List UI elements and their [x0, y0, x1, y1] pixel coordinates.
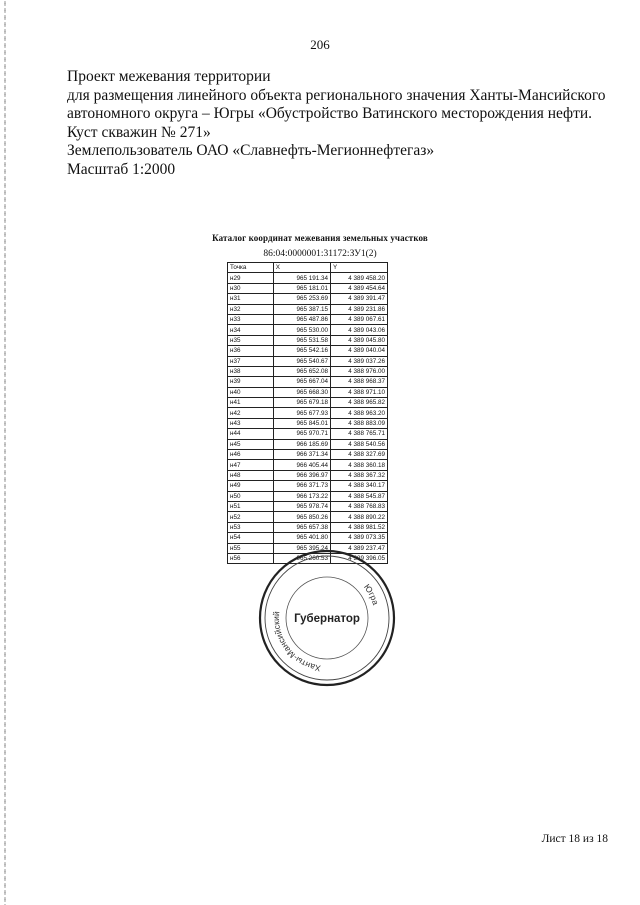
cell-x: 966 173.22 — [273, 491, 330, 501]
table-row — [228, 387, 388, 397]
table-row — [228, 398, 388, 408]
cell-y: 4 388 883.09 — [331, 418, 388, 428]
cell-point: н48 — [228, 470, 274, 480]
cell-y: 4 388 545.87 — [331, 491, 388, 501]
header-line: для размещения линейного объекта регионального значения Ханты-Мансийского — [67, 86, 606, 104]
cell-point: н42 — [228, 408, 274, 418]
table-row — [228, 418, 388, 428]
cell-point: н31 — [228, 294, 274, 304]
header-line: Проект межевания территории — [67, 68, 271, 85]
cell-y: 4 388 768.83 — [331, 501, 388, 511]
cell-x: 965 531.58 — [273, 335, 330, 345]
cell-x: 965 530.00 — [273, 325, 330, 335]
table-row — [228, 512, 388, 522]
catalog-title: Каталог координат межевания земельных участков — [212, 233, 428, 243]
column-header-point: Точка — [228, 263, 274, 273]
cell-point: н38 — [228, 366, 274, 376]
cell-x: 965 540.67 — [273, 356, 330, 366]
cell-y: 4 389 037.26 — [331, 356, 388, 366]
cell-y: 4 388 971.10 — [331, 387, 388, 397]
table-row — [228, 377, 388, 387]
cell-point: н29 — [228, 273, 274, 283]
cell-point: н39 — [228, 377, 274, 387]
cell-y: 4 389 454.64 — [331, 283, 388, 293]
cell-y: 4 388 360.18 — [331, 460, 388, 470]
cell-point: н41 — [228, 398, 274, 408]
cell-x: 965 191.34 — [273, 273, 330, 283]
cell-x: 965 679.18 — [273, 398, 330, 408]
cell-x: 965 657.38 — [273, 522, 330, 532]
column-header-y: Y — [331, 263, 388, 273]
seal-ring-text-left: Ханты-Мансийский — [270, 610, 322, 674]
cell-y: 4 389 237.47 — [331, 543, 388, 553]
cell-y: 4 388 968.37 — [331, 377, 388, 387]
cell-x: 965 668.30 — [273, 387, 330, 397]
sheet-counter: Лист 18 из 18 — [541, 833, 608, 845]
table-row — [228, 408, 388, 418]
cell-point: н43 — [228, 418, 274, 428]
cell-x: 965 395.24 — [273, 543, 330, 553]
header-line: автономного округа – Югры «Обустройство Ватинского месторождения нефти. — [67, 105, 593, 123]
cell-point: н34 — [228, 325, 274, 335]
cell-point: н44 — [228, 429, 274, 439]
table-row — [228, 335, 388, 345]
cell-point: н56 — [228, 553, 274, 563]
cell-y: 4 389 396.05 — [331, 553, 388, 563]
cell-y: 4 388 890.22 — [331, 512, 388, 522]
header-line: Куст скважин № 271» — [67, 123, 211, 141]
table-header-row — [228, 263, 388, 273]
cell-point: н30 — [228, 283, 274, 293]
seal-ring-text-right: Югра — [362, 582, 382, 607]
table-row — [228, 366, 388, 376]
table-row — [228, 429, 388, 439]
cell-point: н52 — [228, 512, 274, 522]
cell-x: 965 181.01 — [273, 283, 330, 293]
cell-point: н33 — [228, 314, 274, 324]
cell-point: н46 — [228, 450, 274, 460]
cell-point: н45 — [228, 439, 274, 449]
cell-y: 4 389 040.04 — [331, 346, 388, 356]
cell-x: 965 667.04 — [273, 377, 330, 387]
table-row — [228, 304, 388, 314]
cell-x: 965 677.93 — [273, 408, 330, 418]
cell-y: 4 388 963.20 — [331, 408, 388, 418]
table-row — [228, 346, 388, 356]
table-row — [228, 294, 388, 304]
cell-x: 965 487.86 — [273, 314, 330, 324]
cell-point: н47 — [228, 460, 274, 470]
governor-seal — [257, 548, 397, 688]
table-row — [228, 470, 388, 480]
cell-point: н54 — [228, 533, 274, 543]
cell-x: 965 970.71 — [273, 429, 330, 439]
table-row — [228, 481, 388, 491]
cell-point: н51 — [228, 501, 274, 511]
table-row — [228, 356, 388, 366]
seal-label: Губернатор — [294, 613, 360, 625]
table-row — [228, 491, 388, 501]
cell-x: 965 652.08 — [273, 366, 330, 376]
cell-y: 4 389 045.80 — [331, 335, 388, 345]
cell-x: 966 405.44 — [273, 460, 330, 470]
cell-point: н35 — [228, 335, 274, 345]
cell-x: 965 850.26 — [273, 512, 330, 522]
cell-x: 965 978.74 — [273, 501, 330, 511]
coordinates-table — [227, 262, 388, 564]
cell-x: 966 371.34 — [273, 450, 330, 460]
cell-point: н40 — [228, 387, 274, 397]
table-row — [228, 283, 388, 293]
cell-y: 4 389 458.20 — [331, 273, 388, 283]
cell-x: 965 845.01 — [273, 418, 330, 428]
cell-x: 966 371.73 — [273, 481, 330, 491]
cell-y: 4 389 043.06 — [331, 325, 388, 335]
cell-y: 4 389 231.86 — [331, 304, 388, 314]
table-row — [228, 522, 388, 532]
cadastral-number: 86:04:0000001:31172:ЗУ1(2) — [263, 249, 377, 259]
cell-y: 4 389 391.47 — [331, 294, 388, 304]
cell-x: 966 185.69 — [273, 439, 330, 449]
table-row — [228, 533, 388, 543]
table-row — [228, 273, 388, 283]
cell-y: 4 388 540.56 — [331, 439, 388, 449]
cell-y: 4 388 327.69 — [331, 450, 388, 460]
cell-x: 966 396.97 — [273, 470, 330, 480]
cell-x: 965 260.53 — [273, 553, 330, 563]
cell-point: н36 — [228, 346, 274, 356]
table-row — [228, 460, 388, 470]
document-header — [67, 68, 627, 180]
cell-y: 4 388 965.82 — [331, 398, 388, 408]
table-row — [228, 450, 388, 460]
cell-point: н50 — [228, 491, 274, 501]
cell-x: 965 401.80 — [273, 533, 330, 543]
cell-x: 965 387.15 — [273, 304, 330, 314]
column-header-x: X — [273, 263, 330, 273]
cell-x: 965 253.69 — [273, 294, 330, 304]
punch-edge-dots — [4, 0, 6, 905]
table-row — [228, 501, 388, 511]
cell-point: н32 — [228, 304, 274, 314]
table-row — [228, 314, 388, 324]
cell-y: 4 388 981.52 — [331, 522, 388, 532]
table-row — [228, 325, 388, 335]
cell-point: н53 — [228, 522, 274, 532]
cell-point: н55 — [228, 543, 274, 553]
table-row — [228, 439, 388, 449]
cell-y: 4 388 340.17 — [331, 481, 388, 491]
cell-y: 4 389 067.61 — [331, 314, 388, 324]
cell-x: 965 542.16 — [273, 346, 330, 356]
header-line: Масштаб 1:2000 — [67, 160, 176, 178]
page-number: 206 — [310, 37, 330, 52]
cell-point: н49 — [228, 481, 274, 491]
cell-point: н37 — [228, 356, 274, 366]
cell-y: 4 388 976.00 — [331, 366, 388, 376]
cell-y: 4 388 367.32 — [331, 470, 388, 480]
cell-y: 4 389 073.35 — [331, 533, 388, 543]
cell-y: 4 388 765.71 — [331, 429, 388, 439]
header-line: Землепользователь ОАО «Славнефть-Мегионнефтегаз» — [67, 142, 435, 160]
